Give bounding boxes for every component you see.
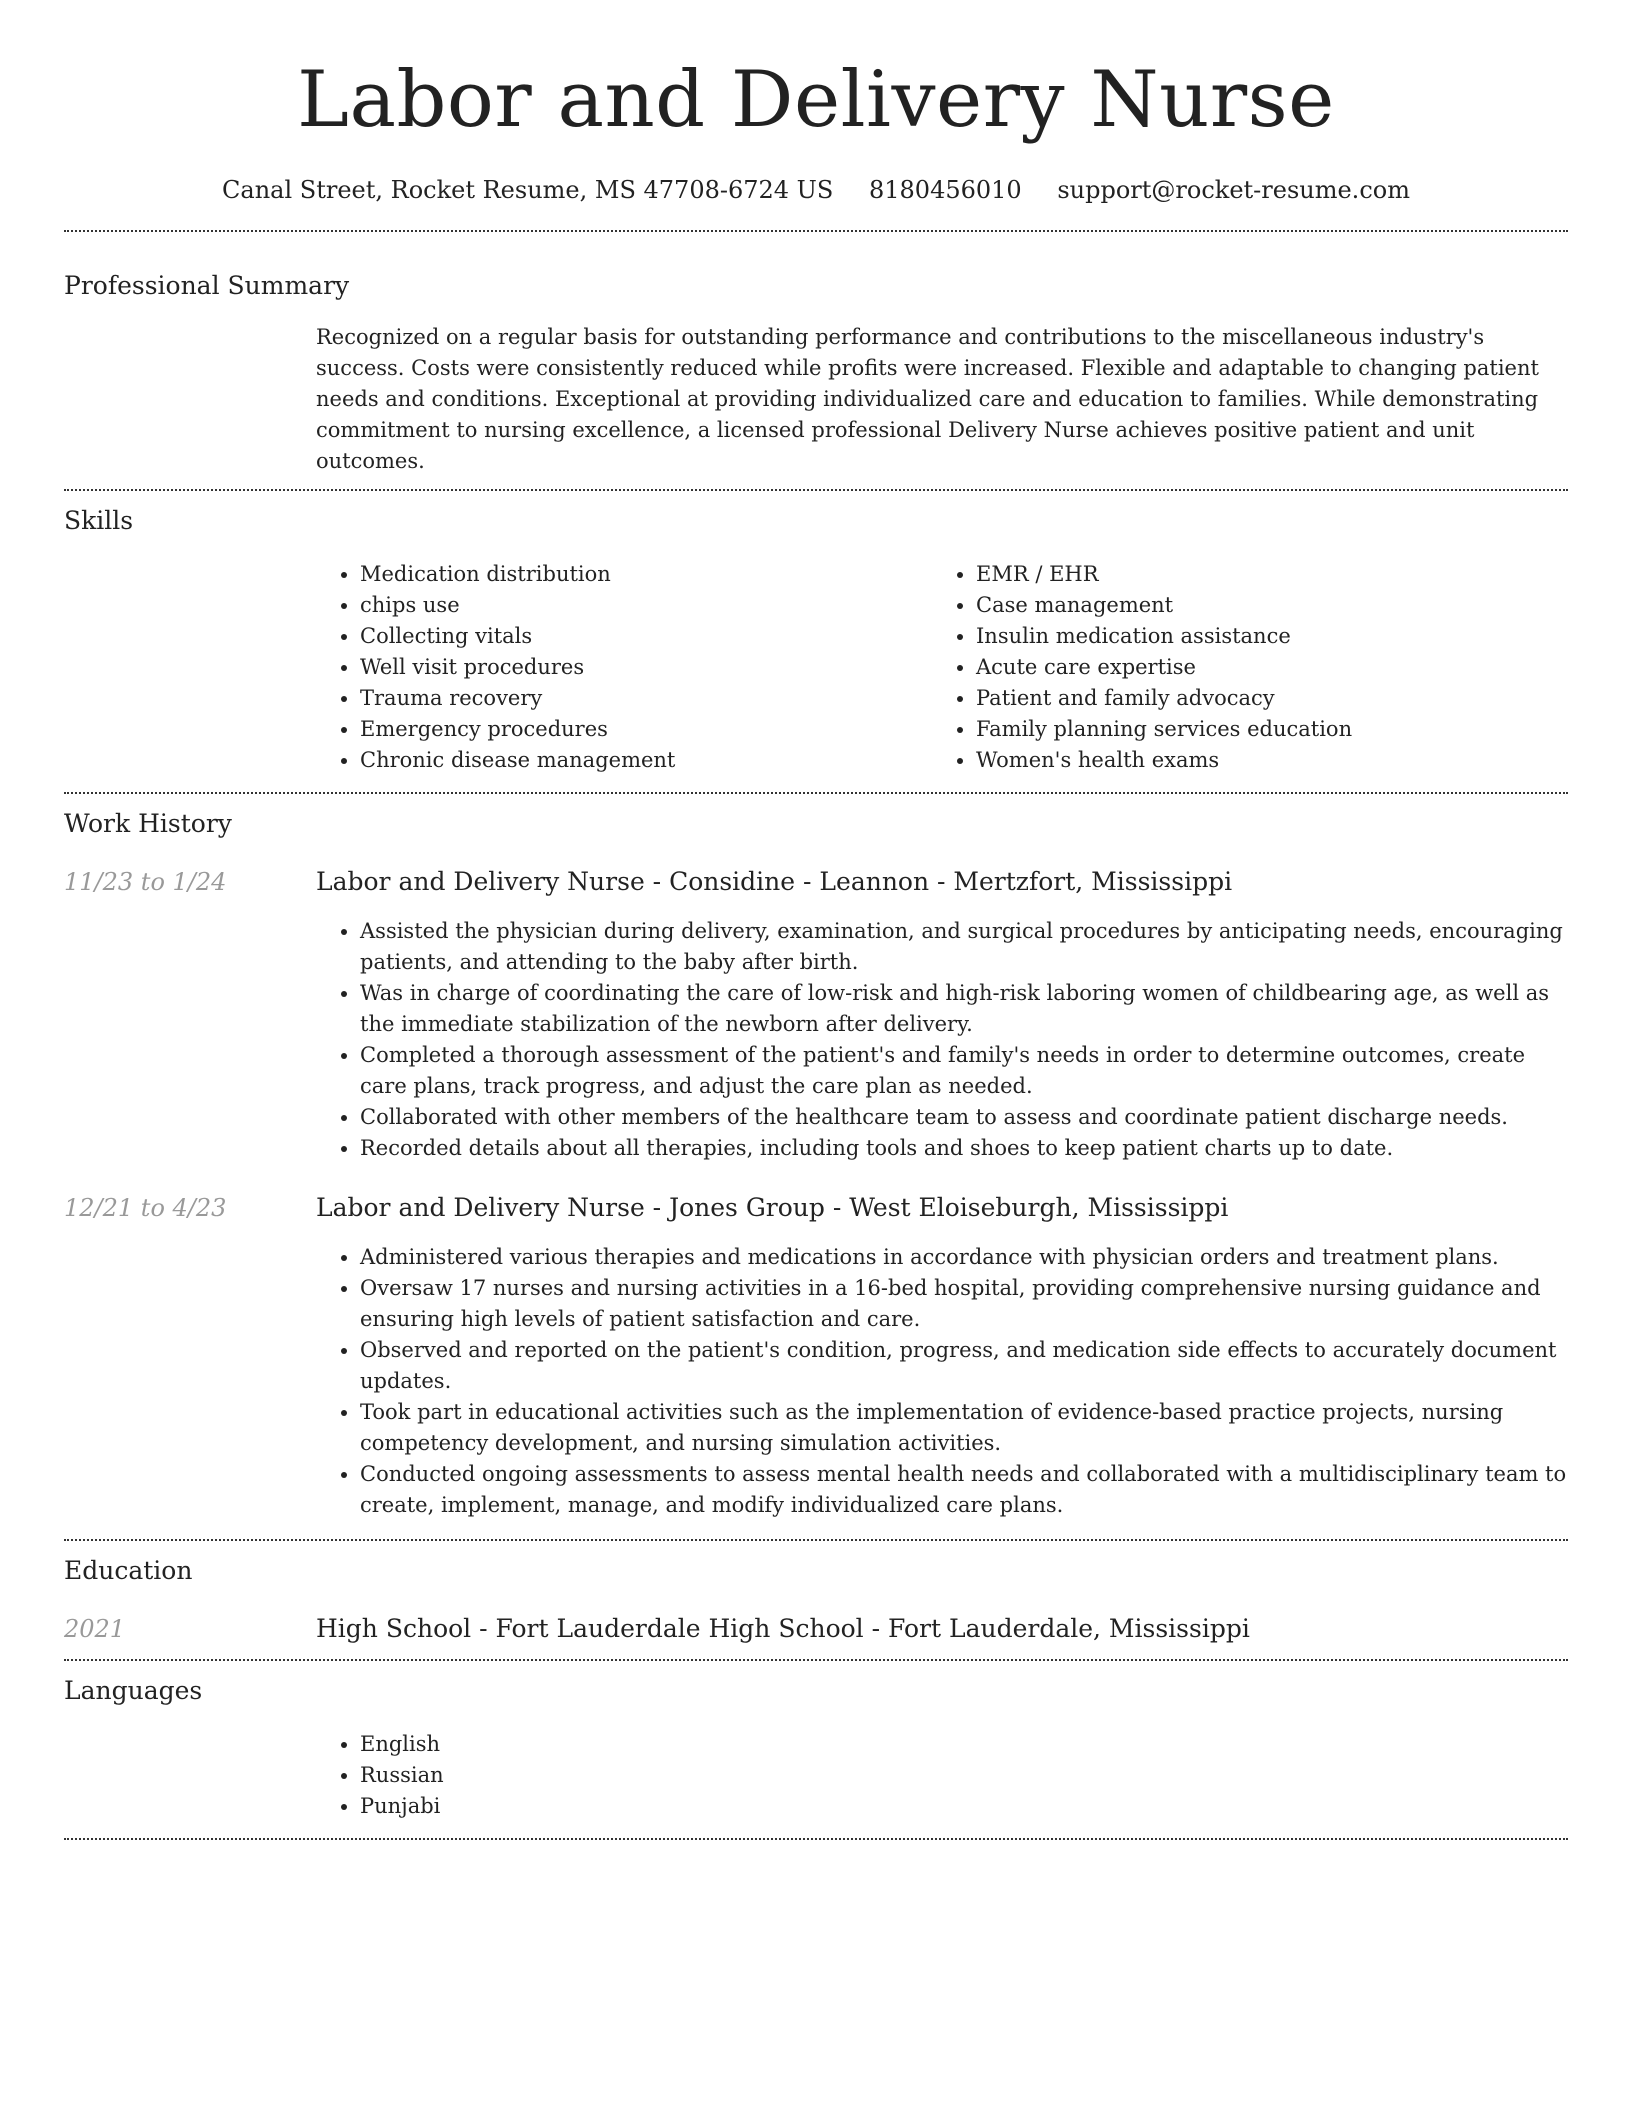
job-title: Labor and Delivery Nurse - Considine - Leannon - Mertzfort, Mississippi [316,867,1233,896]
skill-item: • Medication distribution [360,559,932,590]
job-bullet: • Collaborated with other members of the healthcare team to assess and coordinate patient discharge needs. [360,1102,1568,1133]
job-bullet: • Observed and reported on the patient's condition, progress, and medication side effects to accurately document updates. [360,1335,1568,1397]
skill-item: • Acute care expertise [976,652,1548,683]
education-section [64,1541,1568,1645]
summary-section [64,232,1568,477]
job-bullets [316,1242,1568,1521]
education-entry [64,1613,1568,1645]
education-year: 2021 [64,1615,126,1643]
phone: 8180456010 [869,176,1022,204]
job-bullet: • Recorded details about all therapies, including tools and shoes to keep patient charts up to date. [360,1133,1568,1164]
skills-list-right [932,559,1548,776]
section-title-skills: Skills [64,506,134,535]
job-entry [64,1192,1568,1521]
job-dates: 12/21 to 4/23 [64,1194,227,1222]
language-item: • English [360,1729,1568,1760]
job-entry [64,866,1568,1164]
job-bullet: • Assisted the physician during delivery, examination, and surgical procedures by anticipating needs, encouraging patients, and attending to the baby after birth. [360,916,1568,978]
skill-item: • Emergency procedures [360,714,932,745]
job-bullet: • Completed a thorough assessment of the patient's and family's needs in order to determine outcomes, create care plans, track progress, and adjust the care plan as needed. [360,1040,1568,1102]
skill-item: • Well visit procedures [360,652,932,683]
skill-item: • Family planning services education [976,714,1548,745]
section-title-summary: Professional Summary [64,271,350,300]
job-title: Labor and Delivery Nurse - Jones Group - West Eloiseburgh, Mississippi [316,1193,1229,1222]
summary-text: Recognized on a regular basis for outstanding performance and contributions to the miscellaneous industry's success. Costs were consistently reduced while profits were increased. Flexible and adaptable to changing patient needs and conditions. Exceptional at providing individualized care and education to families. While demonstrating commitment to nursing excellence, a licensed professional Delivery Nurse achieves positive patient and unit outcomes. [316,325,1539,473]
job-header [64,1192,1568,1224]
languages-content [316,1729,1568,1822]
skill-item: • Collecting vitals [360,621,932,652]
section-title-education: Education [64,1556,193,1585]
resume-name: Labor and Delivery Nurse [297,55,1335,145]
languages-section [64,1661,1568,1822]
skills-list-left [316,559,932,776]
skill-item: • Trauma recovery [360,683,932,714]
skills-section [64,491,1568,776]
skill-item: • Insulin medication assistance [976,621,1548,652]
job-details [316,1242,1568,1521]
address: Canal Street, Rocket Resume, MS 47708-6724 US [222,176,834,204]
job-bullet: • Took part in educational activities such as the implementation of evidence-based practice projects, nursing competency development, and nursing simulation activities. [360,1397,1568,1459]
job-details [316,916,1568,1164]
skill-item: • Patient and family advocacy [976,683,1548,714]
job-bullets [316,916,1568,1164]
job-bullet: • Was in charge of coordinating the care of low-risk and high-risk laboring women of childbearing age, as well as the immediate stabilization of the newborn after delivery. [360,978,1568,1040]
education-title: High School - Fort Lauderdale High School - Fort Lauderdale, Mississippi [316,1614,1250,1643]
language-item: • Russian [360,1760,1568,1791]
job-bullet: • Administered various therapies and medications in accordance with physician orders and treatment plans. [360,1242,1568,1273]
skills-columns [316,559,1568,776]
skill-item: • Women's health exams [976,745,1548,776]
section-title-work: Work History [64,809,232,838]
skill-item: • Case management [976,590,1548,621]
section-title-languages: Languages [64,1676,203,1705]
skill-item: • EMR / EHR [976,559,1548,590]
job-header [64,866,1568,898]
skill-item: • Chronic disease management [360,745,932,776]
language-item: • Punjabi [360,1791,1568,1822]
summary-content [316,322,1568,477]
work-section [64,794,1568,1521]
languages-list [316,1729,1568,1822]
contact-line [64,174,1568,206]
job-dates: 11/23 to 1/24 [64,868,227,896]
divider [64,1838,1568,1840]
skill-item: • chips use [360,590,932,621]
email-link[interactable]: support@rocket-resume.com [1057,176,1410,204]
job-bullet: • Conducted ongoing assessments to assess mental health needs and collaborated with a multidisciplinary team to create, implement, manage, and modify individualized care plans. [360,1459,1568,1521]
job-bullet: • Oversaw 17 nurses and nursing activities in a 16-bed hospital, providing comprehensive nursing guidance and ensuring high levels of patient satisfaction and care. [360,1273,1568,1335]
